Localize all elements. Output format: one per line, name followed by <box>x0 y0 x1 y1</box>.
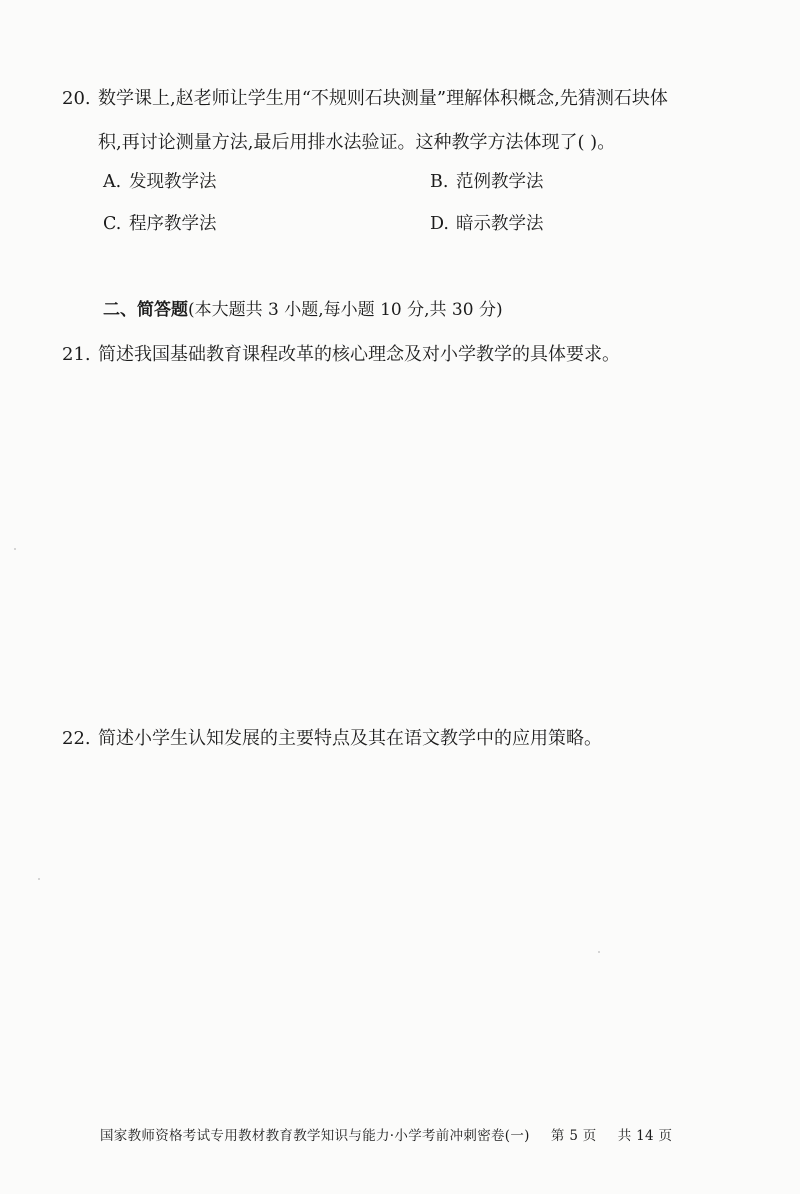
option-b <box>430 170 544 194</box>
section-heading <box>103 298 503 322</box>
scan-speck <box>14 548 16 550</box>
option-text: 发现教学法 <box>129 172 217 192</box>
question-number: 21. <box>62 344 91 365</box>
scan-speck <box>598 951 600 953</box>
question-number: 20. <box>62 88 91 109</box>
option-letter: A. <box>103 172 122 192</box>
option-text: 程序教学法 <box>129 214 217 234</box>
option-letter: B. <box>430 172 449 192</box>
footer-total-pages: 共 14 页 <box>617 1128 673 1144</box>
section-title: 二、简答题 <box>103 300 188 320</box>
scan-speck <box>38 878 40 880</box>
option-text: 暗示教学法 <box>456 214 544 234</box>
question-22 <box>62 726 602 752</box>
question-20-line-1 <box>62 86 668 112</box>
option-d <box>430 212 544 236</box>
footer-page-number: 第 5 页 <box>550 1128 597 1144</box>
option-text: 范例教学法 <box>456 172 544 192</box>
question-number: 22. <box>62 728 91 749</box>
option-a <box>103 170 217 194</box>
question-text: 积,再讨论测量方法,最后用排水法验证。这种教学方法体现了( )。 <box>98 132 616 153</box>
option-letter: D. <box>430 214 449 234</box>
page-footer <box>100 1126 672 1146</box>
question-text: 数学课上,赵老师让学生用“不规则石块测量”理解体积概念,先猜测石块体 <box>98 88 668 109</box>
option-letter: C. <box>103 214 122 234</box>
question-text: 简述我国基础教育课程改革的核心理念及对小学教学的具体要求。 <box>98 344 620 365</box>
question-text: 简述小学生认知发展的主要特点及其在语文教学中的应用策略。 <box>98 728 602 749</box>
question-20-line-2 <box>98 130 615 156</box>
footer-book-title: 国家教师资格考试专用教材教育教学知识与能力·小学考前冲刺密卷(一) <box>100 1128 530 1144</box>
section-note: (本大题共 3 小题,每小题 10 分,共 30 分) <box>188 300 503 320</box>
question-21 <box>62 342 620 368</box>
option-c <box>103 212 217 236</box>
